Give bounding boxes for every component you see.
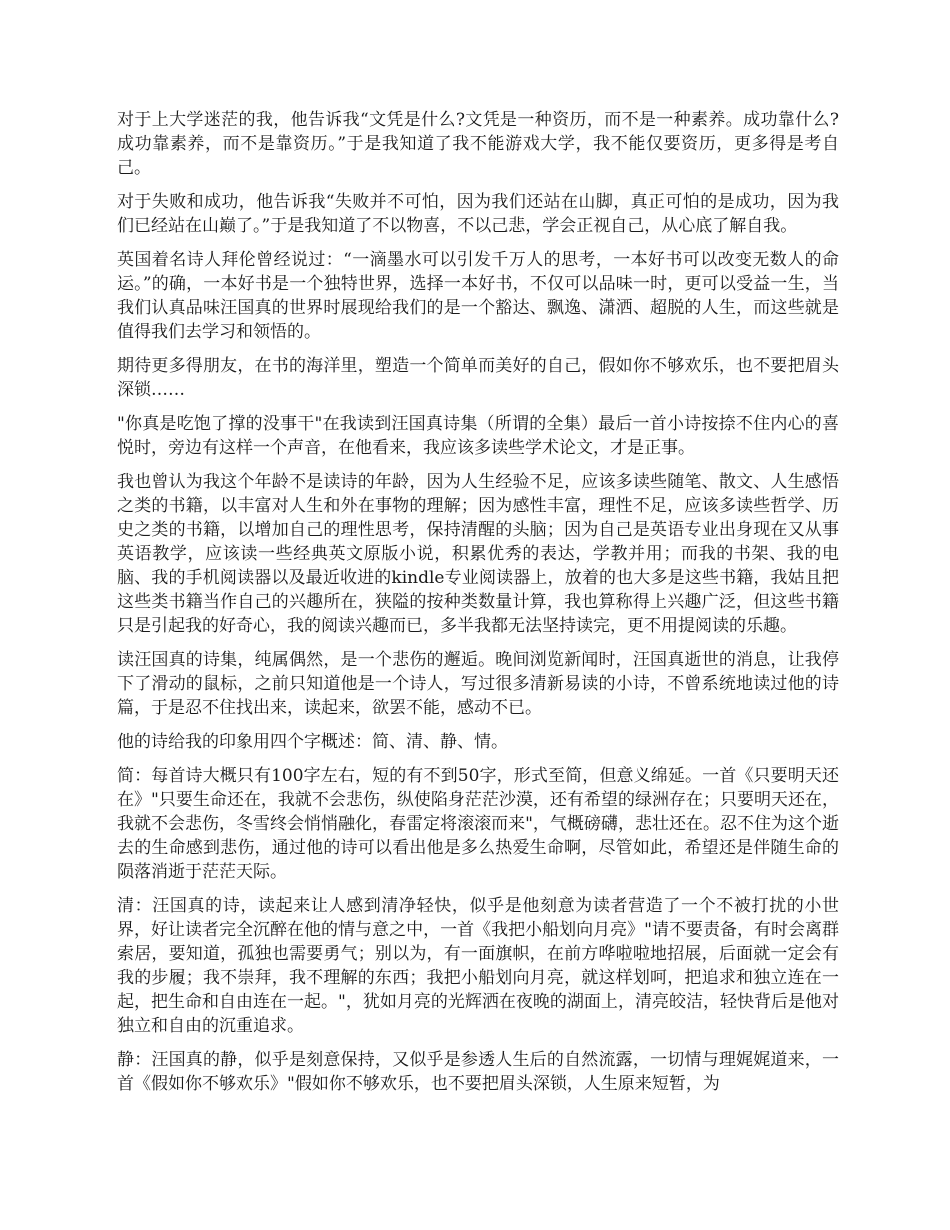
paragraph-2: 对于失败和成功，他告诉我“失败并不可怕，因为我们还站在山脚，真正可怕的是成功，因为我们已经站在山巅了。”于是我知道了不以物喜，不以己悲，学会正视自己，从心底了解自我。 [117, 192, 839, 236]
paragraph-5: "你真是吃饱了撑的没事干"在我读到汪国真诗集（所谓的全集）最后一首小诗按捺不住内心的喜悦时，旁边有这样一个声音，在他看来，我应该多读些学术论文，才是正事。 [117, 414, 839, 458]
paragraph-11: 静：汪国真的静，似乎是刻意保持，又似乎是参透人生后的自然流露，一切情与理娓娓道来，一首《假如你不够欢乐》"假如你不够欢乐，也不要把眉头深锁，人生原来短暂，为 [117, 1050, 839, 1094]
paragraph-4: 期待更多得朋友，在书的海洋里，塑造一个简单而美好的自己，假如你不够欢乐，也不要把眉头深锁…… [117, 356, 839, 400]
document-body [117, 108, 839, 1106]
paragraph-9: 简：每首诗大概只有100字左右，短的有不到50字，形式至简，但意义绵延。一首《只要明天还在》"只要生命还在，我就不会悲伤，纵使陷身茫茫沙漠，还有希望的绿洲存在；只要明天还在，我就不会悲伤，冬雪终会悄悄融化，春雷定将滚滚而来"，气概磅礴，悲壮还在。忍不住为这个逝去的生命感到悲伤，通过他的诗可以看出他是多么热爱生命啊，尽管如此，希望还是伴随生命的陨落消逝于茫茫天际。 [117, 766, 839, 882]
paragraph-7: 读汪国真的诗集，纯属偶然，是一个悲伤的邂逅。晚间浏览新闻时，汪国真逝世的消息，让我停下了滑动的鼠标，之前只知道他是一个诗人，写过很多清新易读的小诗，不曾系统地读过他的诗篇，于是忍不住找出来，读起来，欲罢不能，感动不已。 [117, 650, 839, 718]
paragraph-1: 对于上大学迷茫的我，他告诉我“文凭是什么?文凭是一种资历，而不是一种素养。成功靠什么?成功靠素养，而不是靠资历。”于是我知道了我不能游戏大学，我不能仅要资历，更多得是考自己。 [117, 110, 839, 178]
paragraph-8: 他的诗给我的印象用四个字概述：简、清、静、情。 [117, 732, 508, 752]
paragraph-6: 我也曾认为我这个年龄不是读诗的年龄，因为人生经验不足，应该多读些随笔、散文、人生感悟之类的书籍，以丰富对人生和外在事物的理解；因为感性丰富，理性不足，应该多读些哲学、历史之类的书籍，以增加自己的理性思考，保持清醒的头脑；因为自己是英语专业出身现在又从事英语教学，应该读一些经典英文原版小说，积累优秀的表达，学教并用；而我的书架、我的电脑、我的手机阅读器以及最近收进的kindle专业阅读器上，放着的也大多是这些书籍，我姑且把这些类书籍当作自己的兴趣所在，狭隘的按种类数量计算，我也算称得上兴趣广泛，但这些书籍只是引起我的好奇心，我的阅读兴趣而已，多半我都无法坚持读完，更不用提阅读的乐趣。 [117, 472, 839, 636]
paragraph-3: 英国着名诗人拜伦曾经说过：“一滴墨水可以引发千万人的思考，一本好书可以改变无数人的命运。”的确，一本好书是一个独特世界，选择一本好书，不仅可以品味一时，更可以受益一生，当我们认真品味汪国真的世界时展现给我们的是一个豁达、飘逸、潇洒、超脱的人生，而这些就是值得我们去学习和领悟的。 [117, 250, 839, 342]
paragraph-10: 清：汪国真的诗，读起来让人感到清净轻快，似乎是他刻意为读者营造了一个不被打扰的小世界，好让读者完全沉醉在他的情与意之中，一首《我把小船划向月亮》"请不要责备，有时会离群索居，要知道，孤独也需要勇气；别以为，有一面旗帜，在前方哗啦啦地招展，后面就一定会有我的步履；我不崇拜，我不理解的东西；我把小船划向月亮，就这样划呵，把追求和独立连在一起，把生命和自由连在一起。"，犹如月亮的光辉洒在夜晚的湖面上，清亮皎洁，轻快背后是他对独立和自由的沉重追求。 [117, 896, 839, 1036]
